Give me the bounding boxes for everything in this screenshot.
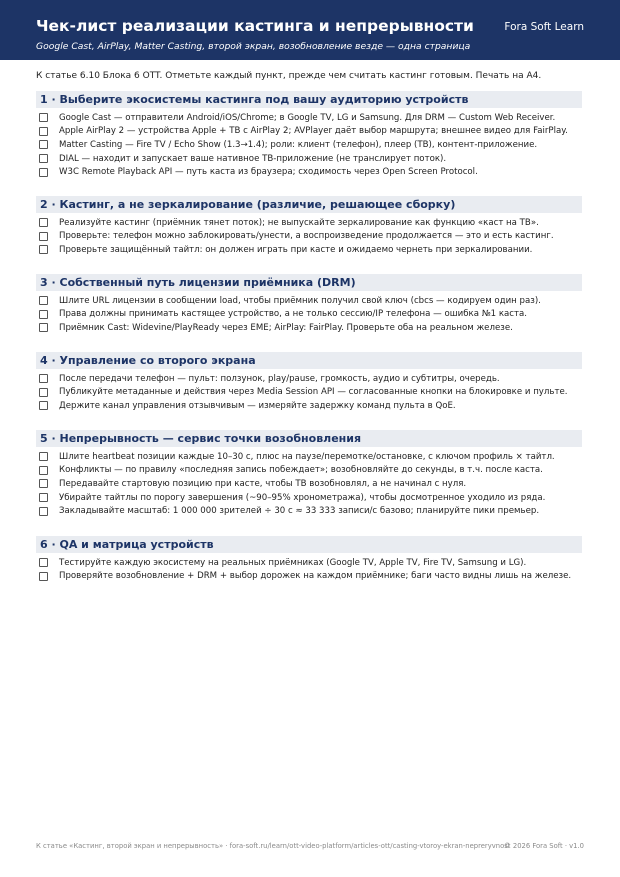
item-text: W3C Remote Playback API — путь каста из браузера; сходимость через Open Screen Protocol. xyxy=(59,167,478,178)
checklist-item xyxy=(36,165,582,179)
checklist-item xyxy=(36,294,582,308)
section-title: 1 · Выберите экосистемы кастинга под вашу аудиторию устройств xyxy=(36,91,582,108)
page-subtitle: Google Cast, AirPlay, Matter Casting, второй экран, возобновление везде — одна страница xyxy=(36,41,471,52)
checklist-item xyxy=(36,372,582,386)
checklist-item xyxy=(36,491,582,505)
item-text: Проверяйте возобновление + DRM + выбор дорожек на каждом приёмнике; баги часто видны лишь на железе. xyxy=(59,571,572,582)
checkbox[interactable] xyxy=(39,507,48,516)
checklist-item xyxy=(36,308,582,322)
checkbox[interactable] xyxy=(39,323,48,332)
checkbox[interactable] xyxy=(39,466,48,475)
checklist-item xyxy=(36,504,582,518)
checkbox[interactable] xyxy=(39,374,48,383)
section-title: 5 · Непрерывность — сервис точки возобновления xyxy=(36,430,582,447)
checklist-item xyxy=(36,570,582,584)
checklist-item xyxy=(36,386,582,400)
checklist-item xyxy=(36,230,582,244)
section-continuity xyxy=(36,430,582,518)
checkbox[interactable] xyxy=(39,558,48,567)
item-text: Публикуйте метаданные и действия через Media Session API — согласованные кнопки на блокировке и пульте. xyxy=(59,387,568,398)
checklist-item xyxy=(36,556,582,570)
item-text: Matter Casting — Fire TV / Echo Show (1.3→1.4); роли: клиент (телефон), плеер (ТВ), контент-приложение. xyxy=(59,139,538,150)
checkbox[interactable] xyxy=(39,310,48,319)
item-text: Права должны принимать кастящее устройство, а не только сессию/IP телефона — ошибка №1 каста. xyxy=(59,309,528,320)
checkbox[interactable] xyxy=(39,572,48,581)
item-text: Убирайте тайтлы по порогу завершения (~90–95% хронометража), чтобы досмотренное уходило из ряда. xyxy=(59,492,546,503)
item-text: Тестируйте каждую экосистему на реальных приёмниках (Google TV, Apple TV, Fire TV, Samsung и LG). xyxy=(59,557,527,568)
item-text: Передавайте стартовую позицию при касте, чтобы ТВ возобновлял, а не начинал с нуля. xyxy=(59,478,467,489)
item-text: Шлите URL лицензии в сообщении load, чтобы приёмник получил свой ключ (cbcs — кодируем один раз). xyxy=(59,295,541,306)
item-text: Приёмник Cast: Widevine/PlayReady через EME; AirPlay: FairPlay. Проверьте оба на реальном железе. xyxy=(59,322,513,333)
checkbox[interactable] xyxy=(39,452,48,461)
brand-name: Fora Soft Learn xyxy=(504,21,584,33)
section-ecosystems xyxy=(36,91,582,179)
item-text: Google Cast — отправители Android/iOS/Chrome; в Google TV, LG и Samsung. Для DRM — Custom Web Receiver. xyxy=(59,112,556,123)
checklist-item xyxy=(36,477,582,491)
checkbox[interactable] xyxy=(39,479,48,488)
section-title: 2 · Кастинг, а не зеркалирование (различие, решающее сборку) xyxy=(36,196,582,213)
checkbox[interactable] xyxy=(39,401,48,410)
checkbox[interactable] xyxy=(39,168,48,177)
checkbox[interactable] xyxy=(39,154,48,163)
item-text: Держите канал управления отзывчивым — измеряйте задержку команд пульта в QoE. xyxy=(59,400,456,411)
checklist-item xyxy=(36,125,582,139)
checklist-item xyxy=(36,216,582,230)
page-header xyxy=(0,0,620,60)
checkbox[interactable] xyxy=(39,388,48,397)
checkbox[interactable] xyxy=(39,245,48,254)
section-qa-matrix xyxy=(36,536,582,583)
section-title: 4 · Управление со второго экрана xyxy=(36,352,582,369)
checkbox[interactable] xyxy=(39,493,48,502)
item-text: После передачи телефон — пульт: ползунок, play/pause, громкость, аудио и субтитры, очередь. xyxy=(59,373,500,384)
intro-text: К статье 6.10 Блока 6 OTT. Отметьте каждый пункт, прежде чем считать кастинг готовым. Печать на A4. xyxy=(36,71,542,81)
checklist-item xyxy=(36,450,582,464)
item-text: Шлите heartbeat позиции каждые 10–30 с, плюс на паузе/перемотке/остановке, с ключом профиль × тайтл. xyxy=(59,451,555,462)
section-title: 6 · QA и матрица устройств xyxy=(36,536,582,553)
footer-source: К статье «Кастинг, второй экран и непрерывность» · fora-soft.ru/learn/ott-video-platform/articles-ott/casting-vtoroy-ekran-nepreryvnost xyxy=(36,842,511,850)
checkbox[interactable] xyxy=(39,140,48,149)
checklist-item xyxy=(36,243,582,257)
page-title: Чек-лист реализации кастинга и непрерывности xyxy=(36,17,474,35)
checklist-item xyxy=(36,464,582,478)
checklist-item xyxy=(36,321,582,335)
section-title: 3 · Собственный путь лицензии приёмника (DRM) xyxy=(36,274,582,291)
checkbox[interactable] xyxy=(39,218,48,227)
item-text: Проверьте: телефон можно заблокировать/унести, а воспроизведение продолжается — это и есть кастинг. xyxy=(59,231,554,242)
item-text: DIAL — находит и запускает ваше нативное ТВ-приложение (не транслирует поток). xyxy=(59,153,447,164)
checkbox[interactable] xyxy=(39,232,48,241)
checkbox[interactable] xyxy=(39,127,48,136)
page-footer xyxy=(36,842,584,850)
section-second-screen xyxy=(36,352,582,413)
checkbox[interactable] xyxy=(39,296,48,305)
item-text: Закладывайте масштаб: 1 000 000 зрителей ÷ 30 с ≈ 33 333 записи/с базово; планируйте пики премьер. xyxy=(59,506,540,517)
checklist-item xyxy=(36,152,582,166)
item-text: Конфликты — по правилу «последняя запись побеждает»; возобновляйте до секунды, в т.ч. после каста. xyxy=(59,465,543,476)
section-drm-license xyxy=(36,274,582,335)
footer-version: © 2026 Fora Soft · v1.0 xyxy=(503,842,584,850)
checklist-item xyxy=(36,138,582,152)
item-text: Apple AirPlay 2 — устройства Apple + ТВ с AirPlay 2; AVPlayer даёт выбор маршрута; внешнее видео для FairPlay. xyxy=(59,126,568,137)
item-text: Реализуйте кастинг (приёмник тянет поток); не выпускайте зеркалирование как функцию «каст на ТВ». xyxy=(59,217,539,228)
item-text: Проверьте защищённый тайтл: он должен играть при касте и ожидаемо чернеть при зеркалировании. xyxy=(59,244,533,255)
checklist-item xyxy=(36,399,582,413)
checkbox[interactable] xyxy=(39,113,48,122)
section-casting-vs-mirroring xyxy=(36,196,582,257)
checklist-item xyxy=(36,111,582,125)
